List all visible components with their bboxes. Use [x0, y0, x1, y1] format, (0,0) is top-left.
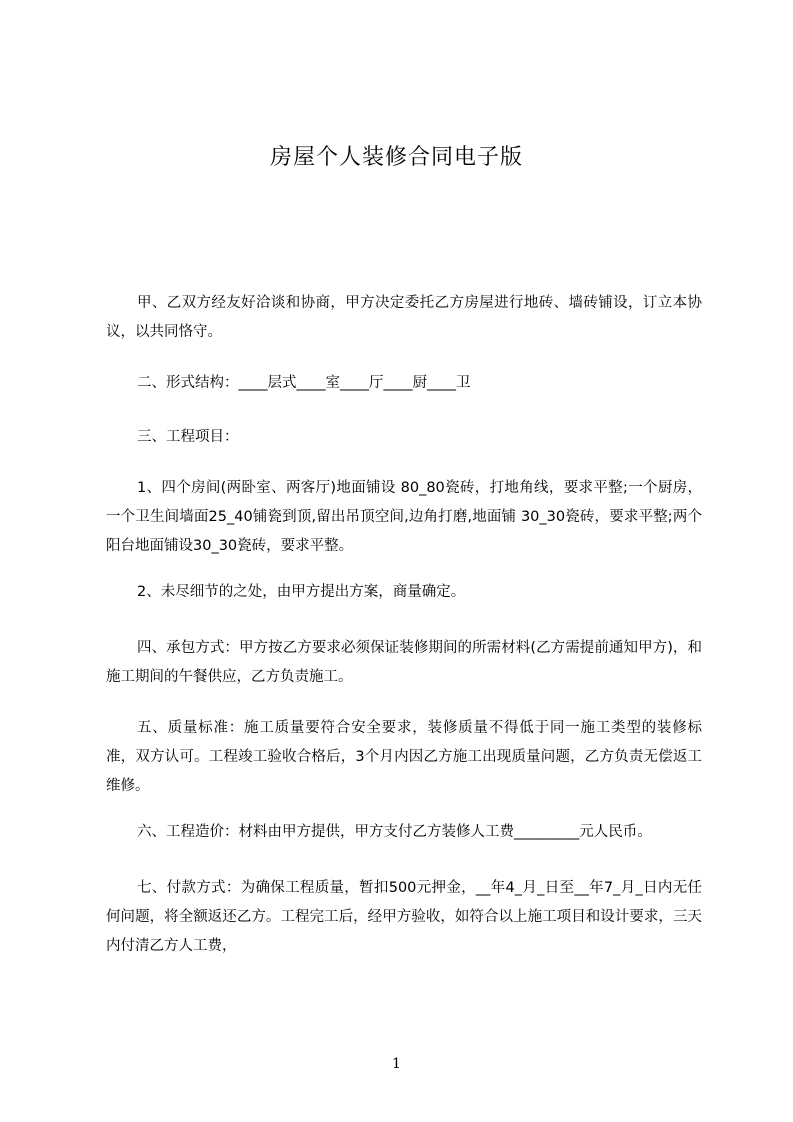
paragraph-structure: 二、形式结构：____层式____室____厅____厨____卫: [137, 375, 471, 391]
paragraph-quality-standard: 五、质量标准：施工质量要符合安全要求，装修质量不得低于同一施工类型的装修标准，双方认可。工程竣工验收合格后，3个月内因乙方施工出现质量问题，乙方负责无偿返工维修。: [106, 720, 702, 794]
paragraph-project-item-1: 1、四个房间(两卧室、两客厅)地面铺设 80_80瓷砖，打地角线，要求平整;一个厨房，一个卫生间墙面25_40铺瓷到顶,留出吊顶空间,边角打磨,地面铺 30_30瓷砖，要求平整;两个阳台地面铺设30_30瓷砖，要求平整。: [106, 480, 702, 554]
document-title: 房屋个人装修合同电子版: [269, 145, 523, 170]
paragraph-intro: 甲、乙双方经友好洽谈和协商，甲方决定委托乙方房屋进行地砖、墙砖铺设，订立本协议，以共同恪守。: [106, 295, 702, 340]
paragraph-project-item-2: 2、未尽细节的之处，由甲方提出方案，商量确定。: [137, 584, 466, 600]
page-number: 1: [392, 1056, 401, 1072]
paragraph-project-heading: 三、工程项目：: [137, 429, 239, 445]
paragraph-payment-method: 七、付款方式：为确保工程质量，暂扣500元押金，__年4_月_日至__年7_月_日内无任何问题，将全额返还乙方。工程完工后，经甲方验收，如符合以上施工项目和设计要求，三天内付清乙方人工费，: [106, 880, 702, 954]
paragraph-contract-method: 四、承包方式：甲方按乙方要求必须保证装修期间的所需材料(乙方需提前通知甲方)，和施工期间的午餐供应，乙方负责施工。: [106, 640, 702, 685]
paragraph-project-cost: 六、工程造价：材料由甲方提供，甲方支付乙方装修人工费_________元人民币。: [137, 824, 652, 840]
